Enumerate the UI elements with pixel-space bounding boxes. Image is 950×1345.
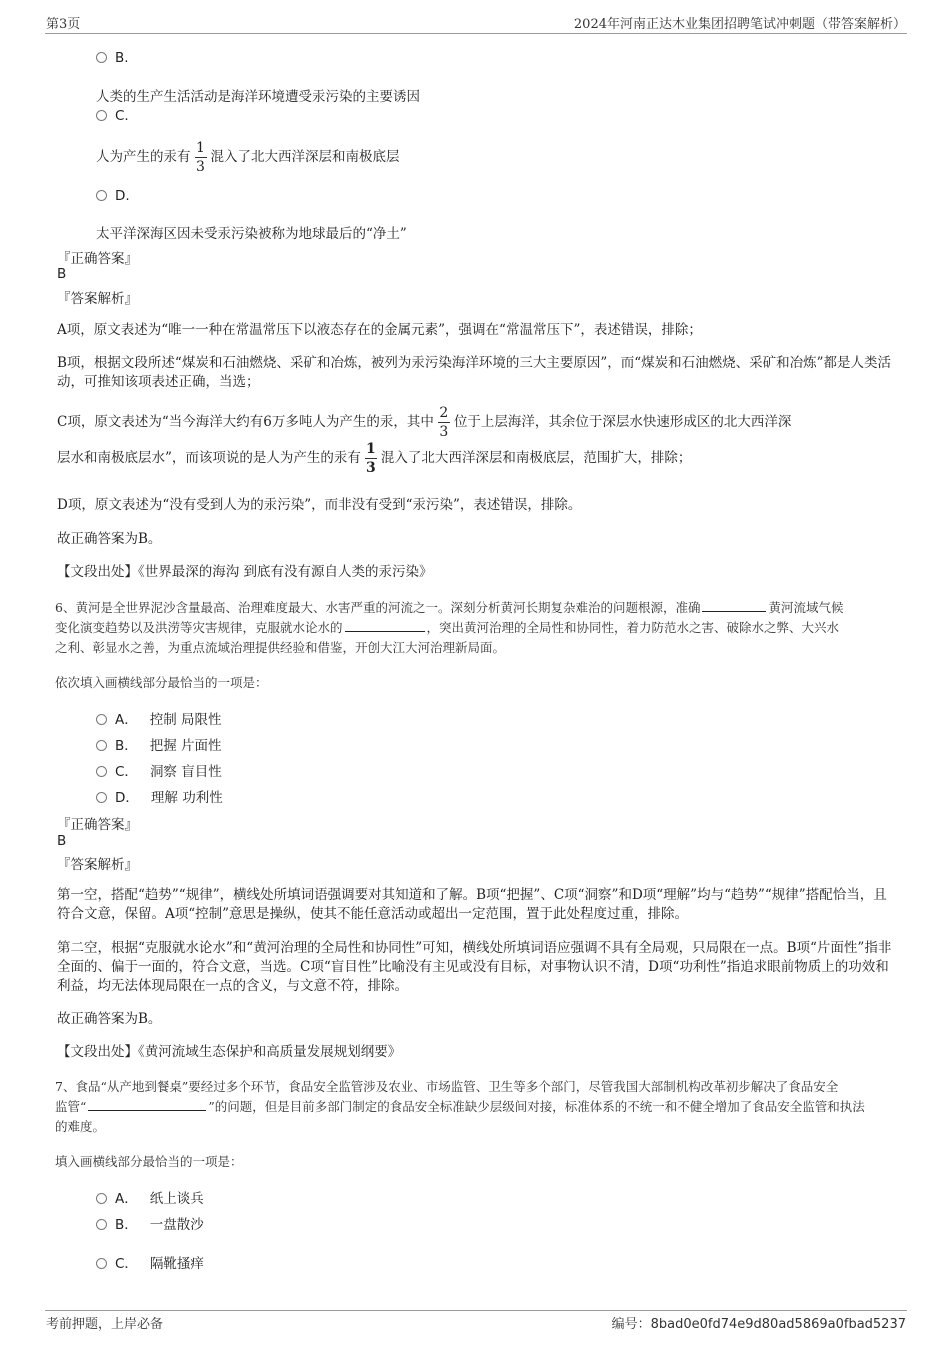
analysis-blank-2: 第二空，根据“克服就水论水”和“黄河治理的全局性和协同性”可知，横线处所填词语应强调不具有全局观，只局限在一点。B项“片面性”指非全面的、偏于一面的，符合文意，当选。C项“盲目性”比喻没有主见或没有目标，对事物认识不清，D项“功利性”指追求眼前物质上的功效和利益，均无法体现局限在一点的含义，与文意不符，排除。 bbox=[57, 940, 892, 994]
radio-icon bbox=[96, 740, 107, 751]
q6-option-d[interactable]: D． 理解 功利性 bbox=[96, 786, 223, 806]
answer-value: B bbox=[57, 833, 67, 849]
fill-blank bbox=[345, 619, 425, 632]
q5-option-c-text: 人为产生的汞有 $\frac{1}{3}$ 混入了北大西洋深层和南极底层 bbox=[96, 140, 400, 175]
analysis-c: C项，原文表述为“当今海洋大约有6万多吨人为产生的汞，其中 $\frac{2}{3}$ 位于上层海洋，其余位于深层水快速形成区的北大西洋深 层水和南极底层水”，而该项说的是人为产生的汞有 $\frac{1}{3}$ 混入了北大西洋深层和南极底层，范围扩大，排除； bbox=[57, 405, 792, 476]
analysis-blank-1: 第一空，搭配“趋势”“规律”，横线处所填词语强调要对其知道和了解。B项“把握”、C项“洞察”和D项“理解”均与“趋势”“规律”搭配恰当，且符合文意，保留。A项“控制”意思是操纵，使其不能任意活动或超出一定范围，置于此处程度过重，排除。 bbox=[57, 887, 887, 922]
question-6-text: 6、黄河是全世界泥沙含量最高、治理难度最大、水害严重的河流之一。深刻分析黄河长期复杂难治的问题根源，准确 黄河流域气候 变化演变趋势以及洪涝等灾害规律，克服就水论水的 ，突出黄河治理的全局性和协同性，着力防范水之害、破除水之弊、大兴水 之利、彰显水之善，为重点流域治理提供经验和借鉴，开创大江大河治理新局面。 bbox=[55, 600, 844, 655]
radio-icon bbox=[96, 1219, 107, 1230]
footer-code: 编号：8bad0e0fd74e9d80ad5869a0fbad5237 bbox=[611, 1317, 906, 1332]
radio-icon bbox=[96, 1193, 107, 1204]
radio-icon bbox=[96, 1258, 107, 1269]
q7-option-b[interactable]: B． 一盘散沙 bbox=[96, 1213, 204, 1233]
fraction: $\frac{1}{3}$ bbox=[196, 140, 205, 175]
fill-blank bbox=[88, 1098, 206, 1111]
q5-option-d-text: 太平洋深海区因未受汞污染被称为地球最后的“净土” bbox=[96, 226, 407, 242]
q5-option-b-text: 人类的生产生活活动是海洋环境遭受汞污染的主要诱因 bbox=[96, 89, 420, 105]
radio-icon bbox=[96, 792, 107, 803]
analysis-conclusion: 故正确答案为B。 bbox=[57, 1011, 162, 1027]
q6-option-b[interactable]: B． 把握 片面性 bbox=[96, 734, 222, 754]
header-divider bbox=[45, 33, 907, 34]
fraction: $\frac{2}{3}$ bbox=[439, 405, 449, 440]
analysis-b: B项，根据文段所述“煤炭和石油燃烧、采矿和冶炼，被列为汞污染海洋环境的三大主要原因”，而“煤炭和石油燃烧、采矿和冶炼”都是人类活动，可推知该项表述正确，当选； bbox=[57, 355, 892, 390]
radio-icon bbox=[96, 714, 107, 725]
question-7-text: 7、食品“从产地到餐桌”要经过多个环节，食品安全监管涉及农业、市场监管、卫生等多个部门，尽管我国大部制机构改革初步解决了食品安全 监管“ ”的问题，但是目前多部门制定的食品安全标准缺少层级间对接，标准体系的不统一和不健全增加了食品安全监管和执法 的难度。 bbox=[55, 1079, 865, 1134]
radio-icon bbox=[96, 110, 107, 121]
radio-icon bbox=[96, 52, 107, 63]
option-label: D. bbox=[115, 188, 130, 204]
footer-slogan: 考前押题，上岸必备 bbox=[46, 1317, 164, 1332]
answer-heading: 『正确答案』 bbox=[57, 251, 138, 267]
radio-icon bbox=[96, 190, 107, 201]
q7-option-c[interactable]: C． 隔靴搔痒 bbox=[96, 1252, 204, 1272]
option-label: B. bbox=[115, 50, 129, 66]
fraction: $\frac{1}{3}$ bbox=[366, 441, 376, 476]
answer-heading: 『正确答案』 bbox=[57, 817, 138, 833]
source-citation: 【文段出处】《黄河流域生态保护和高质量发展规划纲要》 bbox=[57, 1044, 402, 1060]
footer-divider bbox=[45, 1310, 907, 1311]
answer-value: B bbox=[57, 266, 67, 282]
q5-option-b[interactable] bbox=[96, 50, 129, 66]
q6-option-c[interactable]: C． 洞察 盲目性 bbox=[96, 760, 222, 780]
analysis-heading: 『答案解析』 bbox=[57, 857, 138, 873]
analysis-conclusion: 故正确答案为B。 bbox=[57, 531, 162, 547]
q6-option-a[interactable]: A． 控制 局限性 bbox=[96, 708, 222, 728]
radio-icon bbox=[96, 766, 107, 777]
option-label: C. bbox=[115, 108, 129, 124]
analysis-d: D项，原文表述为“没有受到人为的汞污染”，而非没有受到“汞污染”，表述错误，排除。 bbox=[57, 497, 582, 513]
document-title: 2024年河南正达木业集团招聘笔试冲刺题（带答案解析） bbox=[573, 17, 906, 32]
page-number: 第3页 bbox=[46, 17, 81, 32]
q5-option-c[interactable] bbox=[96, 108, 129, 124]
fill-blank bbox=[702, 599, 766, 612]
q5-option-d[interactable] bbox=[96, 188, 130, 204]
source-citation: 【文段出处】《世界最深的海沟 到底有没有源自人类的汞污染》 bbox=[57, 564, 433, 580]
question-6-prompt: 依次填入画横线部分最恰当的一项是： bbox=[55, 675, 268, 690]
question-7-prompt: 填入画横线部分最恰当的一项是： bbox=[55, 1154, 243, 1169]
analysis-a: A项，原文表述为“唯一一种在常温常压下以液态存在的金属元素”，强调在“常温常压下”，表述错误，排除； bbox=[57, 322, 702, 338]
analysis-heading: 『答案解析』 bbox=[57, 291, 138, 307]
q7-option-a[interactable]: A． 纸上谈兵 bbox=[96, 1187, 204, 1207]
